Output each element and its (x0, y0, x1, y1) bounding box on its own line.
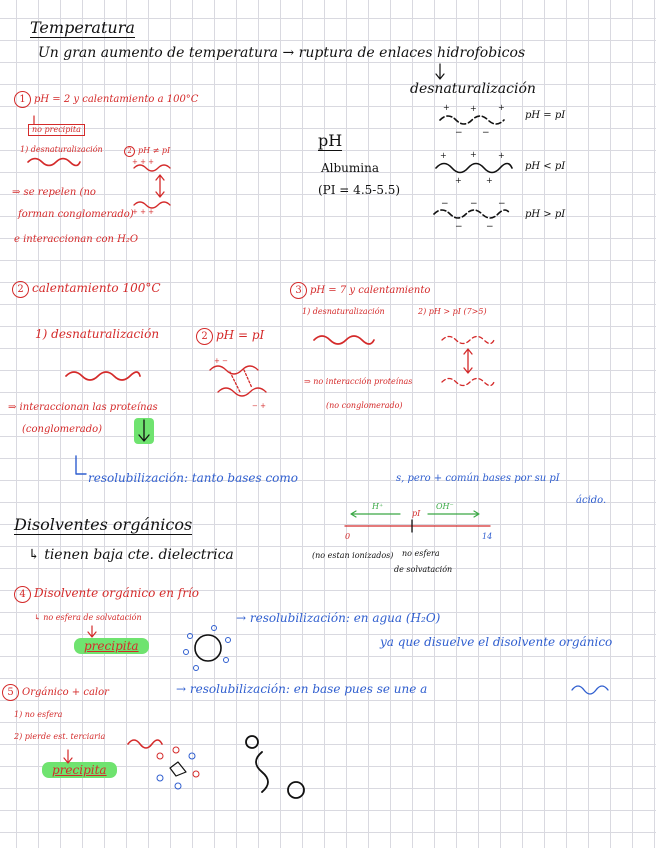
case1-step2-text: pH ≠ pI (138, 146, 171, 155)
case1-note-line3: e interaccionan con H₂O (14, 234, 139, 245)
case1-wave-icon (28, 159, 80, 166)
case1-step2-number: 2 (124, 146, 135, 157)
case5-step2: 2) pierde est. terciaria (14, 732, 106, 741)
chain-ph-eq-pi-icon (440, 103, 505, 138)
charge-label-gt: pH > pI (525, 209, 566, 220)
svg-text:−: − (498, 199, 506, 209)
case5-title-text: Orgánico + calor (22, 687, 109, 698)
svg-text:+: + (470, 150, 477, 159)
svg-text:+: + (443, 103, 450, 112)
disolventes-note-1: no esfera (402, 549, 440, 558)
case2-aggregated-chains-icon (210, 357, 266, 410)
scale-pi-label: pI (412, 509, 421, 518)
case4-precipita-highlight: precipita (74, 638, 149, 654)
case4-protein-no-solvation-icon (184, 626, 231, 671)
case3-title-text: pH = 7 y calentamiento (310, 285, 431, 296)
case1-title-text: pH = 2 y calentamiento a 100°C (34, 94, 199, 105)
case5-wave-icon (128, 740, 162, 748)
case3-note-line1: ⇒ no interacción proteínas (304, 377, 413, 386)
chain-ph-lt-pi-icon (436, 150, 512, 185)
svg-text:−: − (482, 128, 490, 138)
scale-oh-label: OH⁻ (436, 502, 454, 511)
case2-title-text: calentamiento 100°C (32, 281, 161, 295)
svg-text:+: + (498, 151, 505, 160)
scale-zero: 0 (345, 532, 351, 541)
resolubilizacion-text-2: s, pero + común bases por su pI (396, 473, 560, 484)
disolventes-line-arrow: ↳ (28, 547, 45, 563)
svg-text:−: − (470, 199, 478, 209)
case4-number: 4 (14, 586, 31, 603)
desnaturalizacion-label: desnaturalización (410, 81, 536, 97)
case4-sub-arrow: ↳ (34, 613, 44, 622)
case5-resolubilizacion: → resolubilización: en base pues se une a (176, 682, 428, 696)
charge-label-lt: pH < pI (525, 161, 566, 172)
svg-text:−: − (455, 222, 463, 232)
case3-wave-icon (314, 336, 374, 344)
case5-chain-circles-icon (246, 736, 304, 798)
case2-number: 2 (12, 281, 29, 298)
svg-text:−: − (455, 128, 463, 138)
svg-text:+: + (455, 176, 462, 185)
case1-number: 1 (14, 91, 31, 108)
resolubilizacion-text-3: ácido. (576, 495, 607, 506)
case1-note-line2: forman conglomerado) (18, 209, 134, 220)
resolubilizacion-text: resolubilización: tanto bases como (88, 471, 299, 485)
svg-text:+: + (440, 151, 447, 160)
case1-note-line1: ⇒ se repelen (no (12, 187, 96, 198)
case1-no-precipita-box: no precipita (28, 124, 85, 136)
disolventes-line-text: tienen baja cte. dielectrica (44, 547, 234, 563)
ph-protein: Albumina (321, 161, 380, 175)
case3-note-line2: (no conglomerado) (326, 401, 403, 410)
case2-note-line1: ⇒ interaccionan las proteínas (8, 402, 158, 413)
case5-chain-icon (572, 686, 608, 694)
svg-text:− +: − + (252, 402, 266, 410)
case3-step1: 1) desnaturalización (302, 307, 385, 316)
case5-protein-cluster-icon (157, 747, 199, 789)
case2-step2-number: 2 (196, 328, 213, 345)
case4-sub-text: no esfera de solvatación (43, 613, 142, 622)
case5-step1: 1) no esfera (14, 710, 63, 719)
svg-text:−: − (486, 222, 494, 232)
svg-text:+ −: + − (214, 357, 228, 365)
svg-text:+: + (486, 176, 493, 185)
scale-fourteen: 14 (482, 532, 493, 541)
case2-step2-text: pH = pI (216, 328, 265, 342)
scale-h-label: H⁺ (372, 502, 384, 511)
case4-resolubilizacion: → resolubilización: en agua (H₂O) (236, 611, 441, 625)
case1-repelling-chains-icon (132, 158, 170, 216)
case5-number: 5 (2, 684, 19, 701)
case2-note-line2: (conglomerado) (22, 424, 103, 435)
svg-text:+: + (498, 103, 505, 112)
disolventes-line-paren: (no estan ionizados) (312, 551, 394, 560)
case3-repelling-chains-icon (442, 337, 494, 386)
case3-step2: 2) pH > pI (7>5) (418, 307, 487, 316)
ph-pi-range: (PI = 4.5-5.5) (318, 183, 401, 197)
case4-reason: ya que disuelve el disolvente orgánico (380, 635, 613, 649)
disolventes-note-2: de solvatación (394, 565, 453, 574)
svg-text:+ + +: + + + (132, 158, 155, 166)
section-title-disolventes: Disolventes orgánicos (14, 515, 193, 534)
temperatura-intro: Un gran aumento de temperatura → ruptura de enlaces hidrofobicos (38, 45, 526, 61)
svg-text:−: − (441, 199, 449, 209)
svg-text:+: + (470, 104, 477, 113)
case4-title-text: Disolvente orgánico en frío (34, 586, 200, 600)
chain-ph-gt-pi-icon (434, 199, 510, 232)
case2-step1: 1) desnaturalización (35, 327, 160, 341)
charge-label-eq: pH = pI (525, 110, 566, 121)
case3-number: 3 (290, 282, 307, 299)
section-title-temperatura: Temperatura (30, 18, 135, 37)
case5-precipita-highlight: precipita (42, 762, 117, 778)
ph-title: pH (318, 131, 343, 150)
ph-scale-line (345, 511, 490, 532)
case2-wave-icon (66, 372, 140, 380)
svg-text:+ + +: + + + (132, 208, 155, 216)
case1-step1: 1) desnaturalización (20, 145, 103, 154)
